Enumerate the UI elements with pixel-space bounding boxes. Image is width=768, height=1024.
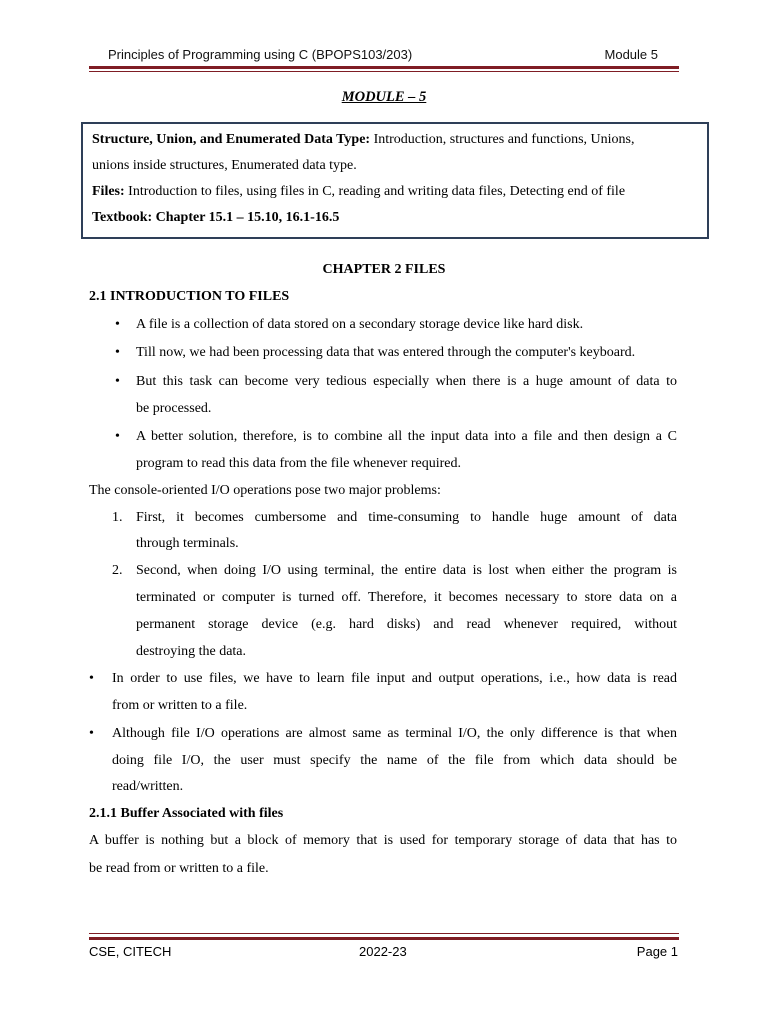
list-number: 2. [112,563,123,578]
section-title: 2.1 INTRODUCTION TO FILES [89,289,290,304]
syllabus-files-line [92,184,625,200]
list-item: A file is a collection of data stored on a secondary storage device like hard disk. [136,317,584,332]
footer-dept: CSE, CITECH [89,944,172,959]
list-number: 1. [112,510,123,525]
syllabus-structure-line1 [92,132,634,148]
list-item: Although file I/O operations are almost same as terminal I/O, the only difference is that when [112,726,677,741]
list-item-continued: through terminals. [136,536,239,551]
structure-label: Structure, Union, and Enumerated Data Type: [92,132,371,147]
list-item-continued: read/written. [112,779,184,794]
buffer-paragraph-line1: A buffer is nothing but a block of memory that is used for temporary storage of data that has to [89,833,677,848]
footer-page: Page 1 [636,944,678,959]
bullet-marker: • [89,726,94,741]
bullet-marker: • [89,671,94,686]
list-item: First, it becomes cumbersome and time-consuming to handle huge amount of data [136,510,677,525]
bullet-marker: • [115,374,120,389]
footer-rule-thin [89,933,679,934]
problems-intro: The console-oriented I/O operations pose two major problems: [89,483,441,498]
list-item-continued: program to read this data from the file whenever required. [136,456,461,471]
chapter-title: CHAPTER 2 FILES [322,262,446,277]
bullet-marker: • [115,345,120,360]
list-item-continued: permanent storage device (e.g. hard disks) and read whenever required, without [136,617,677,632]
module-title: MODULE – 5 [341,89,427,105]
footer-rule-thick [89,937,679,940]
list-item-continued: doing file I/O, the user must specify the name of the file from which data should be [112,753,677,768]
list-item: But this task can become very tedious especially when there is a huge amount of data to [136,374,677,389]
files-label: Files: [92,184,125,199]
bullet-marker: • [115,429,120,444]
bullet-marker: • [115,317,120,332]
syllabus-box [81,122,709,239]
footer-year: 2022-23 [359,944,407,959]
module-label: Module 5 [604,47,658,62]
syllabus-structure-line2: unions inside structures, Enumerated data type. [92,158,357,173]
header-rule-thin [89,71,679,72]
list-item: Till now, we had been processing data that was entered through the computer's keyboard. [136,345,636,360]
textbook-line: Textbook: Chapter 15.1 – 15.10, 16.1-16.5 [92,210,340,225]
subsection-title: 2.1.1 Buffer Associated with files [89,806,284,821]
list-item-continued: be processed. [136,401,212,416]
course-title: Principles of Programming using C (BPOPS103/203) [108,47,413,62]
list-item-continued: from or written to a file. [112,698,248,713]
list-item-continued: destroying the data. [136,644,247,659]
files-text: Introduction to files, using files in C, reading and writing data files, Detecting end of file [124,184,626,199]
header-rule-thick [89,66,679,69]
structure-text: Introduction, structures and functions, Unions, [370,132,635,147]
list-item: Second, when doing I/O using terminal, the entire data is lost when either the program is [136,563,677,578]
list-item: A better solution, therefore, is to combine all the input data into a file and then design a C [136,429,677,444]
list-item-continued: terminated or computer is turned off. Therefore, it becomes necessary to store data on a [136,590,677,605]
list-item: In order to use files, we have to learn file input and output operations, i.e., how data is read [112,671,677,686]
buffer-paragraph-line2: be read from or written to a file. [89,861,269,876]
